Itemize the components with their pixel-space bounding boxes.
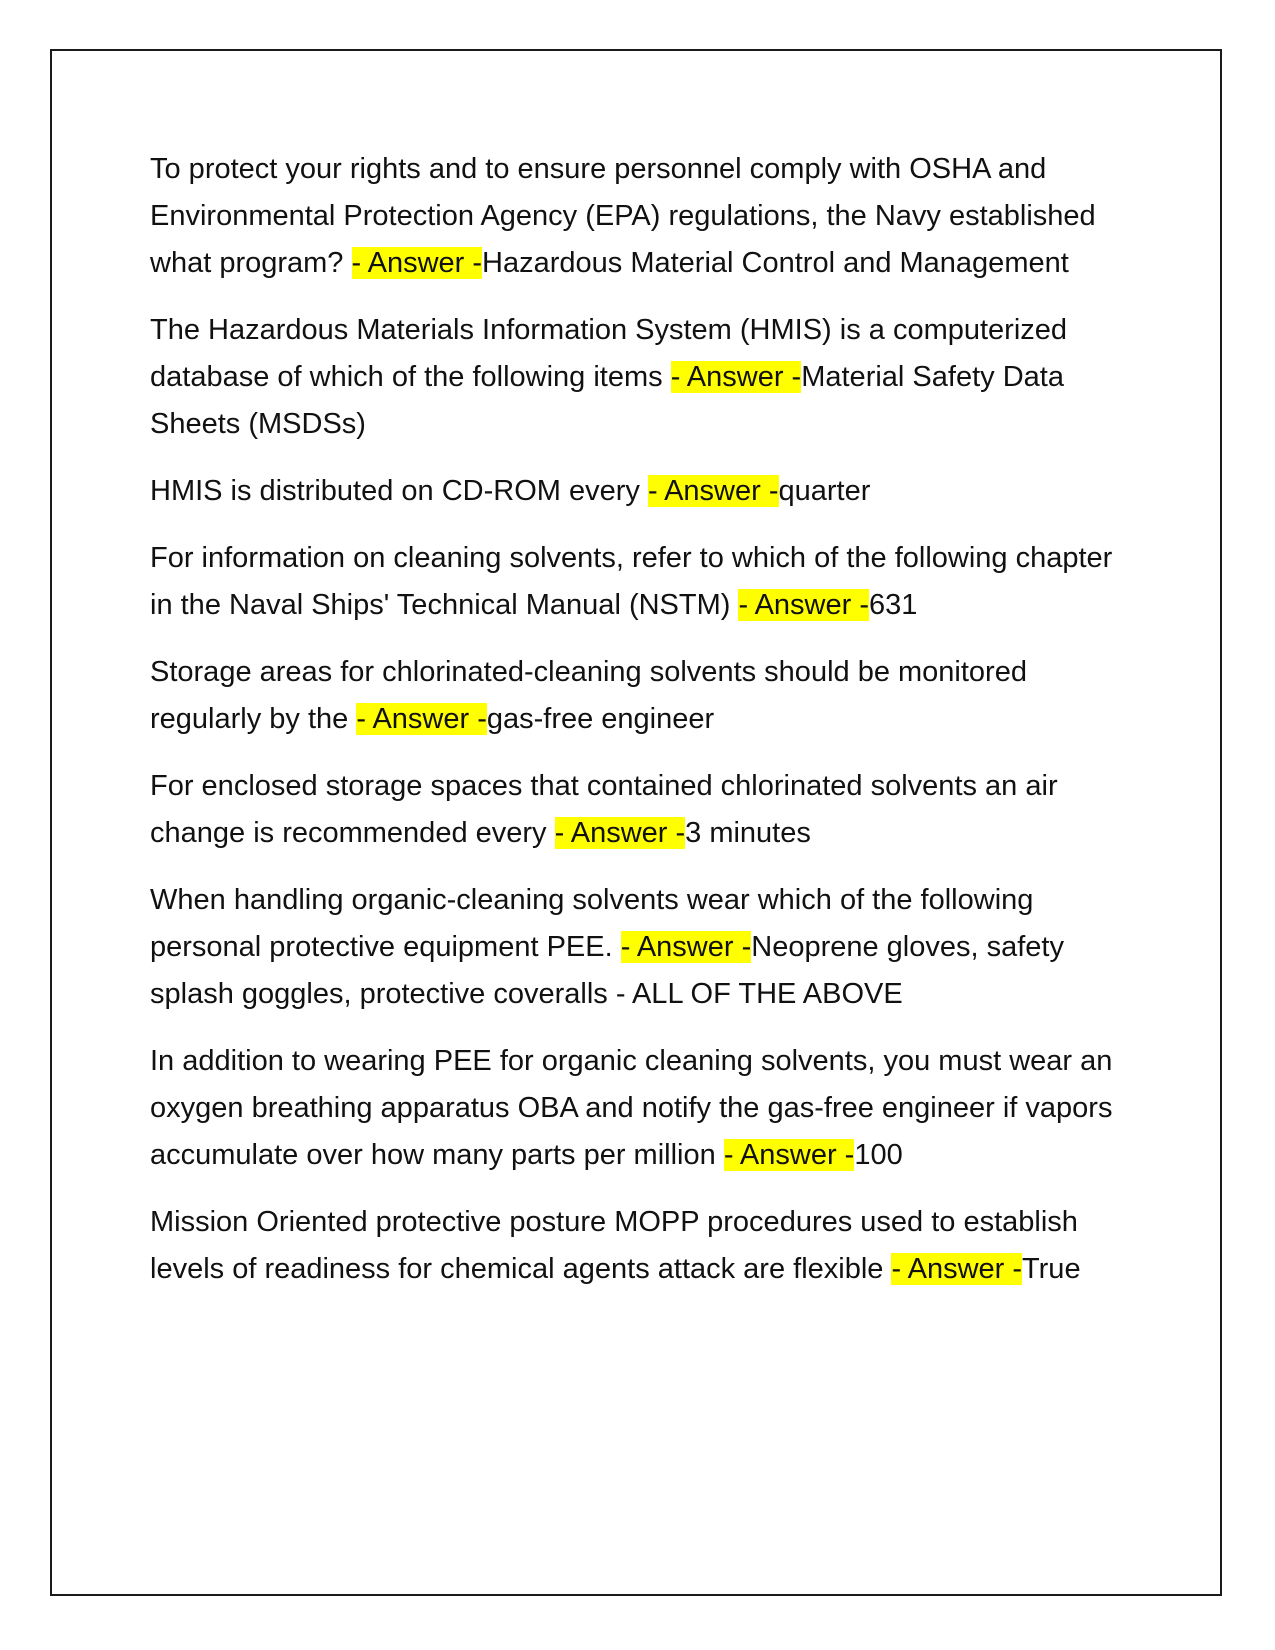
answer-text: 631 <box>869 589 918 621</box>
answer-text: Material Safety Data Sheets (MSDSs) <box>150 361 1064 440</box>
qa-item-4 <box>150 535 1135 629</box>
question-text: When handling organic-cleaning solvents wear which of the following personal protective equipment PEE. <box>150 884 1034 963</box>
answer-marker: - Answer - <box>738 589 869 621</box>
answer-marker: - Answer - <box>647 475 779 507</box>
answer-marker: - Answer - <box>670 361 802 393</box>
question-text: Mission Oriented protective posture MOPP procedures used to establish levels of readiness for chemical agents attack are flexible <box>150 1206 1078 1285</box>
answer-marker: - Answer - <box>356 703 487 735</box>
answer-text: Neoprene gloves, safety splash goggles, protective coveralls - ALL OF THE ABOVE <box>150 931 1064 1010</box>
answer-marker: - Answer - <box>891 1253 1023 1285</box>
answer-text: quarter <box>778 475 871 507</box>
answer-text: 3 minutes <box>685 817 811 849</box>
qa-item-8 <box>150 1038 1135 1179</box>
question-text: For enclosed storage spaces that contained chlorinated solvents an air change is recommended every <box>150 770 1058 849</box>
qa-item-9 <box>150 1199 1135 1293</box>
qa-item-3 <box>150 468 1135 515</box>
answer-marker: - Answer - <box>723 1139 855 1171</box>
qa-item-6 <box>150 763 1135 857</box>
question-text: HMIS is distributed on CD-ROM every <box>150 475 648 507</box>
qa-item-2 <box>150 307 1135 448</box>
question-text: For information on cleaning solvents, refer to which of the following chapter in the Naval Ships' Technical Manual (NSTM) <box>150 542 1113 621</box>
qa-item-5 <box>150 649 1135 743</box>
answer-text: 100 <box>854 1139 903 1171</box>
qa-list <box>150 146 1135 1313</box>
answer-text: Hazardous Material Control and Management <box>482 247 1069 279</box>
question-text: To protect your rights and to ensure personnel comply with OSHA and Environmental Protection Agency (EPA) regulations, the Navy established what program? <box>150 153 1096 279</box>
question-text: In addition to wearing PEE for organic cleaning solvents, you must wear an oxygen breathing apparatus OBA and notify the gas-free engineer if vapors accumulate over how many parts per million <box>150 1045 1113 1171</box>
qa-item-7 <box>150 877 1135 1018</box>
answer-text: True <box>1022 1253 1081 1285</box>
answer-marker: - Answer - <box>620 931 752 963</box>
qa-item-1 <box>150 146 1135 287</box>
answer-marker: - Answer - <box>351 247 483 279</box>
answer-marker: - Answer - <box>554 817 686 849</box>
question-text: Storage areas for chlorinated-cleaning solvents should be monitored regularly by the <box>150 656 1027 735</box>
question-text: The Hazardous Materials Information System (HMIS) is a computerized database of which of the following items <box>150 314 1068 393</box>
answer-text: gas-free engineer <box>486 703 715 735</box>
